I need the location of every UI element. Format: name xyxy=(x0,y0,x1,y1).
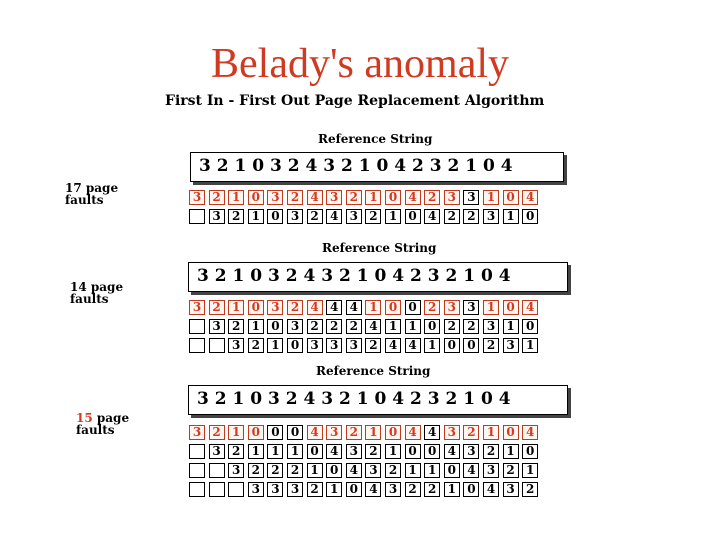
frame-cell: 0 xyxy=(444,338,460,353)
frame-cell: 3 xyxy=(463,444,479,459)
reference-string: 3 2 1 0 3 2 4 3 2 1 0 4 2 3 2 1 0 4 xyxy=(197,389,511,409)
frame-cell: 3 xyxy=(189,300,205,315)
frame-cell: 2 xyxy=(483,444,499,459)
frame-cell: 3 xyxy=(248,482,264,497)
frame-cell: 2 xyxy=(444,319,460,334)
frame-cell: 0 xyxy=(385,300,401,315)
frame-cell: 2 xyxy=(346,425,362,440)
frame-cell: 4 xyxy=(307,300,323,315)
frame-cell: 1 xyxy=(483,190,499,205)
frame-cell: 3 xyxy=(385,482,401,497)
frame-cell: 1 xyxy=(405,319,421,334)
frame-cell: 0 xyxy=(503,190,519,205)
frame-cell: 4 xyxy=(444,444,460,459)
frame-cell: 4 xyxy=(307,425,323,440)
frame-cell: 0 xyxy=(326,463,342,478)
frame-cell xyxy=(189,444,205,459)
page-faults-word: page xyxy=(92,411,130,425)
frame-cell: 2 xyxy=(365,209,381,224)
frame-cell: 0 xyxy=(424,319,440,334)
frame-cell: 3 xyxy=(346,209,362,224)
frame-cell: 4 xyxy=(307,190,323,205)
frame-cell: 3 xyxy=(463,190,479,205)
frame-cell: 0 xyxy=(444,463,460,478)
frame-cell: 0 xyxy=(287,338,303,353)
frame-cell: 4 xyxy=(346,463,362,478)
reference-string: 3 2 1 0 3 2 4 3 2 1 0 4 2 3 2 1 0 4 xyxy=(197,266,511,286)
frame-cell: 3 xyxy=(307,338,323,353)
frame-cell: 2 xyxy=(346,190,362,205)
frame-cell: 2 xyxy=(248,463,264,478)
page-faults-count: 15 xyxy=(76,411,93,425)
frame-cell: 2 xyxy=(365,338,381,353)
frame-cell: 4 xyxy=(522,425,538,440)
frame-cell: 2 xyxy=(365,444,381,459)
reference-string-label: Reference String xyxy=(322,241,437,255)
frame-cell: 2 xyxy=(307,209,323,224)
frame-cell: 2 xyxy=(463,319,479,334)
frame-cell: 1 xyxy=(522,463,538,478)
frame-cell: 2 xyxy=(444,209,460,224)
frame-cell: 0 xyxy=(267,425,283,440)
frame-cell: 4 xyxy=(522,300,538,315)
frame-cell: 4 xyxy=(346,300,362,315)
frame-cell: 3 xyxy=(346,444,362,459)
frame-cell: 0 xyxy=(248,300,264,315)
frame-cell: 0 xyxy=(346,482,362,497)
frame-cell: 3 xyxy=(209,444,225,459)
frame-cell: 1 xyxy=(307,463,323,478)
frame-cell: 3 xyxy=(444,425,460,440)
frame-cell: 2 xyxy=(346,319,362,334)
page-faults-tail: faults xyxy=(76,423,115,437)
frame-cell: 1 xyxy=(385,444,401,459)
frame-cell: 3 xyxy=(326,425,342,440)
frame-cell xyxy=(189,482,205,497)
frame-cell: 1 xyxy=(503,319,519,334)
frame-cell: 0 xyxy=(522,444,538,459)
frame-cell: 3 xyxy=(267,190,283,205)
frame-cell: 0 xyxy=(424,444,440,459)
frame-cell: 4 xyxy=(483,482,499,497)
frame-cell: 3 xyxy=(365,463,381,478)
frame-cell: 1 xyxy=(424,338,440,353)
frame-cell: 2 xyxy=(209,300,225,315)
page-faults-tail: faults xyxy=(70,292,109,306)
frame-cell xyxy=(228,482,244,497)
frame-cell: 1 xyxy=(248,209,264,224)
frame-cell: 3 xyxy=(346,338,362,353)
frame-cell: 3 xyxy=(189,425,205,440)
frame-cell: 1 xyxy=(405,463,421,478)
frame-cell xyxy=(189,338,205,353)
frame-cell: 4 xyxy=(365,319,381,334)
frame-cell: 2 xyxy=(267,463,283,478)
slide-subtitle: First In - First Out Page Replacement Algorithm xyxy=(165,93,545,109)
reference-string-label: Reference String xyxy=(316,364,431,378)
frame-cell: 0 xyxy=(405,444,421,459)
frame-cell: 0 xyxy=(503,300,519,315)
frame-cell: 4 xyxy=(405,425,421,440)
frame-cell: 1 xyxy=(228,190,244,205)
frame-cell: 3 xyxy=(228,463,244,478)
frame-cell: 0 xyxy=(307,444,323,459)
reference-string-label: Reference String xyxy=(318,132,433,146)
frame-cell: 2 xyxy=(307,482,323,497)
frame-cell: 1 xyxy=(248,444,264,459)
frame-cell: 0 xyxy=(248,425,264,440)
frame-cell: 2 xyxy=(228,319,244,334)
slide-title: Belady's anomaly xyxy=(211,41,509,87)
reference-string: 3 2 1 0 3 2 4 3 2 1 0 4 2 3 2 1 0 4 xyxy=(199,156,513,176)
frame-cell xyxy=(189,209,205,224)
frame-cell: 0 xyxy=(385,425,401,440)
frame-cell: 3 xyxy=(189,190,205,205)
frame-cell: 2 xyxy=(228,444,244,459)
frame-cell: 0 xyxy=(405,209,421,224)
frame-cell: 0 xyxy=(385,190,401,205)
frame-cell: 1 xyxy=(385,319,401,334)
frame-cell: 1 xyxy=(483,425,499,440)
frame-cell: 1 xyxy=(267,444,283,459)
frame-cell: 2 xyxy=(209,425,225,440)
frame-cell: 4 xyxy=(405,338,421,353)
frame-cell: 3 xyxy=(483,463,499,478)
frame-cell: 2 xyxy=(287,190,303,205)
frame-cell: 4 xyxy=(326,209,342,224)
frame-cell: 3 xyxy=(463,300,479,315)
frame-cell: 2 xyxy=(503,463,519,478)
frame-cell: 0 xyxy=(267,319,283,334)
frame-cell: 1 xyxy=(267,338,283,353)
frame-cell: 4 xyxy=(405,190,421,205)
frame-cell: 0 xyxy=(522,209,538,224)
frame-cell: 2 xyxy=(483,338,499,353)
frame-cell: 2 xyxy=(287,463,303,478)
frame-cell: 3 xyxy=(483,319,499,334)
frame-cell: 1 xyxy=(483,300,499,315)
page-faults-label xyxy=(65,182,118,206)
frame-cell xyxy=(189,319,205,334)
frame-cell: 2 xyxy=(248,338,264,353)
page-faults-word: page xyxy=(86,280,124,294)
frame-cell: 3 xyxy=(287,209,303,224)
frame-cell: 2 xyxy=(424,190,440,205)
frame-cell: 2 xyxy=(307,319,323,334)
frame-cell: 3 xyxy=(503,482,519,497)
frame-cell: 3 xyxy=(326,338,342,353)
frame-cell: 3 xyxy=(267,300,283,315)
frame-cell: 3 xyxy=(326,190,342,205)
frame-cell: 0 xyxy=(522,319,538,334)
frame-cell: 2 xyxy=(463,209,479,224)
frame-cell: 2 xyxy=(209,190,225,205)
page-faults-label xyxy=(70,281,123,305)
frame-cell: 3 xyxy=(228,338,244,353)
page-faults-tail: faults xyxy=(65,193,104,207)
frame-cell: 3 xyxy=(209,319,225,334)
frame-cell: 2 xyxy=(522,482,538,497)
frame-cell: 0 xyxy=(405,300,421,315)
frame-cell: 1 xyxy=(503,444,519,459)
frame-cell: 1 xyxy=(326,482,342,497)
frame-cell: 1 xyxy=(228,300,244,315)
frame-cell: 3 xyxy=(503,338,519,353)
reference-string-box xyxy=(188,262,568,292)
frame-cell: 3 xyxy=(287,482,303,497)
frame-cell: 0 xyxy=(503,425,519,440)
reference-string-box xyxy=(190,152,564,182)
frame-cell xyxy=(209,482,225,497)
frame-cell: 1 xyxy=(287,444,303,459)
frame-cell: 1 xyxy=(365,300,381,315)
frame-cell: 4 xyxy=(424,209,440,224)
frame-cell: 3 xyxy=(444,190,460,205)
frame-cell xyxy=(189,463,205,478)
frame-cell: 0 xyxy=(463,338,479,353)
page-faults-label xyxy=(76,412,129,436)
frame-cell: 4 xyxy=(385,338,401,353)
frame-cell: 2 xyxy=(424,300,440,315)
frame-cell: 1 xyxy=(385,209,401,224)
frame-cell: 3 xyxy=(483,209,499,224)
frame-cell: 1 xyxy=(248,319,264,334)
frame-cell: 3 xyxy=(444,300,460,315)
frame-cell: 2 xyxy=(326,319,342,334)
frame-cell: 4 xyxy=(522,190,538,205)
frame-cell: 3 xyxy=(209,209,225,224)
frame-cell: 4 xyxy=(326,300,342,315)
frame-cell: 0 xyxy=(248,190,264,205)
frame-cell xyxy=(209,338,225,353)
frame-cell: 1 xyxy=(503,209,519,224)
frame-cell: 1 xyxy=(444,482,460,497)
frame-cell: 3 xyxy=(287,319,303,334)
frame-cell: 1 xyxy=(365,425,381,440)
frame-cell: 3 xyxy=(267,482,283,497)
frame-cell: 2 xyxy=(385,463,401,478)
frame-cell: 0 xyxy=(463,482,479,497)
reference-string-box xyxy=(188,385,568,415)
frame-cell: 4 xyxy=(365,482,381,497)
page-faults-count: 14 xyxy=(70,280,87,294)
frame-cell xyxy=(209,463,225,478)
frame-cell: 2 xyxy=(424,482,440,497)
frame-cell: 0 xyxy=(267,209,283,224)
frame-cell: 1 xyxy=(522,338,538,353)
frame-cell: 2 xyxy=(228,209,244,224)
page-faults-count: 17 xyxy=(65,181,82,195)
frame-cell: 2 xyxy=(405,482,421,497)
frame-cell: 4 xyxy=(424,425,440,440)
frame-cell: 2 xyxy=(287,300,303,315)
frame-cell: 2 xyxy=(463,425,479,440)
frame-cell: 0 xyxy=(287,425,303,440)
frame-cell: 4 xyxy=(463,463,479,478)
frame-cell: 1 xyxy=(365,190,381,205)
frame-cell: 1 xyxy=(228,425,244,440)
page-faults-word: page xyxy=(81,181,119,195)
frame-cell: 4 xyxy=(326,444,342,459)
frame-cell: 1 xyxy=(424,463,440,478)
